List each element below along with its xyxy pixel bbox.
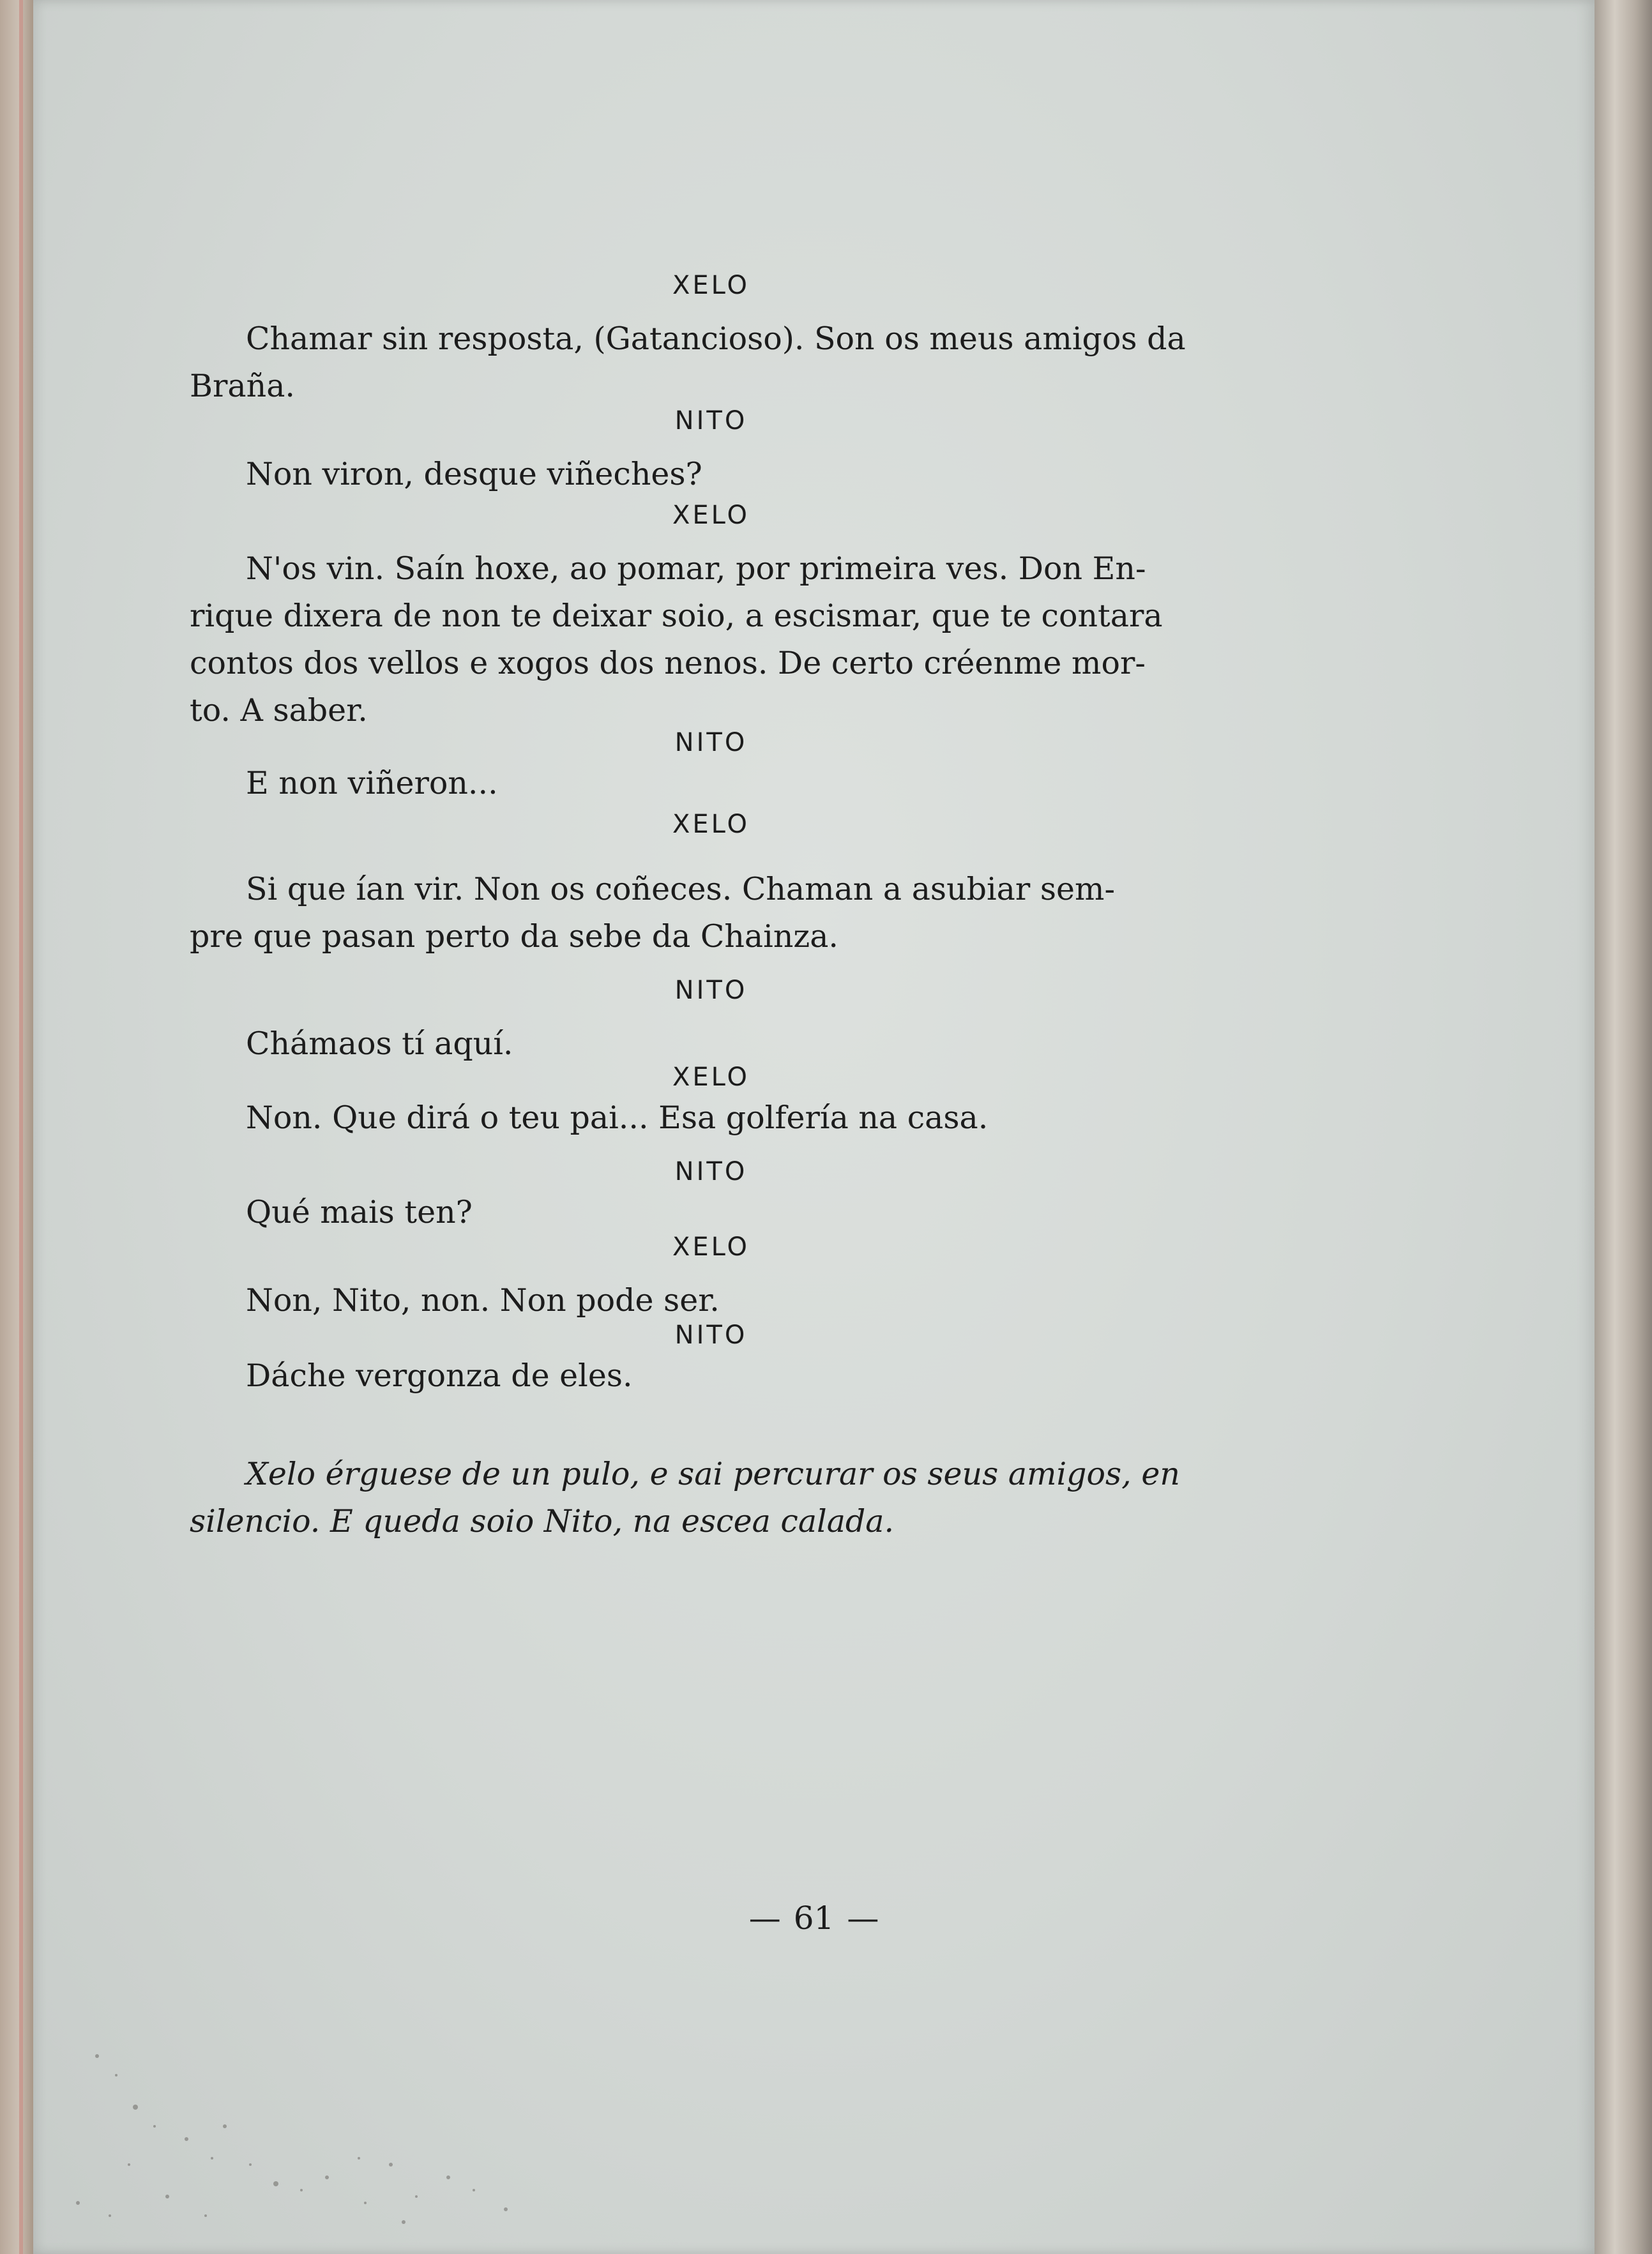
paper-foxing-specks bbox=[59, 2031, 570, 2235]
speech-line: E non viñeron... bbox=[246, 765, 498, 801]
speaker-label: NITO bbox=[674, 1320, 748, 1350]
speaker-label: XELO bbox=[672, 271, 750, 300]
speaker-label: XELO bbox=[672, 1063, 750, 1092]
stage-direction-line: silencio. E queda soio Nito, na escea calada. bbox=[190, 1503, 895, 1539]
speech-line: Chamar sin resposta, (Gatancioso). Son os meus amigos da bbox=[246, 321, 1186, 357]
page-number-dash-right: — bbox=[847, 1900, 879, 1937]
stage-direction-line: Xelo érguese de un pulo, e sai percurar os seus amigos, en bbox=[246, 1456, 1180, 1492]
speech-line: Dáche vergonza de eles. bbox=[246, 1358, 633, 1394]
speech-line: contos dos vellos e xogos dos nenos. De certo créenme mor- bbox=[190, 645, 1146, 681]
book-page bbox=[33, 0, 1595, 2254]
speech-line: Non, Nito, non. Non pode ser. bbox=[246, 1282, 720, 1319]
speaker-label: XELO bbox=[672, 1232, 750, 1262]
page-number bbox=[33, 1900, 1595, 1937]
speech-line: to. A saber. bbox=[190, 692, 368, 729]
page-number-value: 61 bbox=[793, 1900, 835, 1937]
speech-line: Qué mais ten? bbox=[246, 1194, 473, 1230]
speaker-label: NITO bbox=[674, 1157, 748, 1186]
left-binding-strip bbox=[0, 0, 33, 2254]
speech-line: rique dixera de non te deixar soio, a escismar, que te contara bbox=[190, 598, 1163, 634]
speech-line: Non viron, desque viñeches? bbox=[246, 456, 702, 492]
speech-line: pre que pasan perto da sebe da Chainza. bbox=[190, 918, 838, 955]
speaker-label: NITO bbox=[674, 728, 748, 757]
speech-line: Chámaos tí aquí. bbox=[246, 1025, 513, 1062]
dialogue-text bbox=[190, 268, 1232, 1545]
speech-line: Non. Que dirá o teu pai... Esa golfería na casa. bbox=[246, 1100, 989, 1136]
speech-line: Si que ían vir. Non os coñeces. Chaman a asubiar sem- bbox=[246, 871, 1116, 907]
speaker-label: NITO bbox=[674, 976, 748, 1005]
speaker-label: XELO bbox=[672, 810, 750, 839]
speaker-label: NITO bbox=[674, 406, 748, 435]
speaker-label: XELO bbox=[672, 501, 750, 530]
page-number-dash-left: — bbox=[748, 1900, 781, 1937]
right-page-edge bbox=[1595, 0, 1652, 2254]
speech-line: Braña. bbox=[190, 368, 295, 404]
speech-line: N'os vin. Saín hoxe, ao pomar, por primeira ves. Don En- bbox=[246, 550, 1146, 587]
